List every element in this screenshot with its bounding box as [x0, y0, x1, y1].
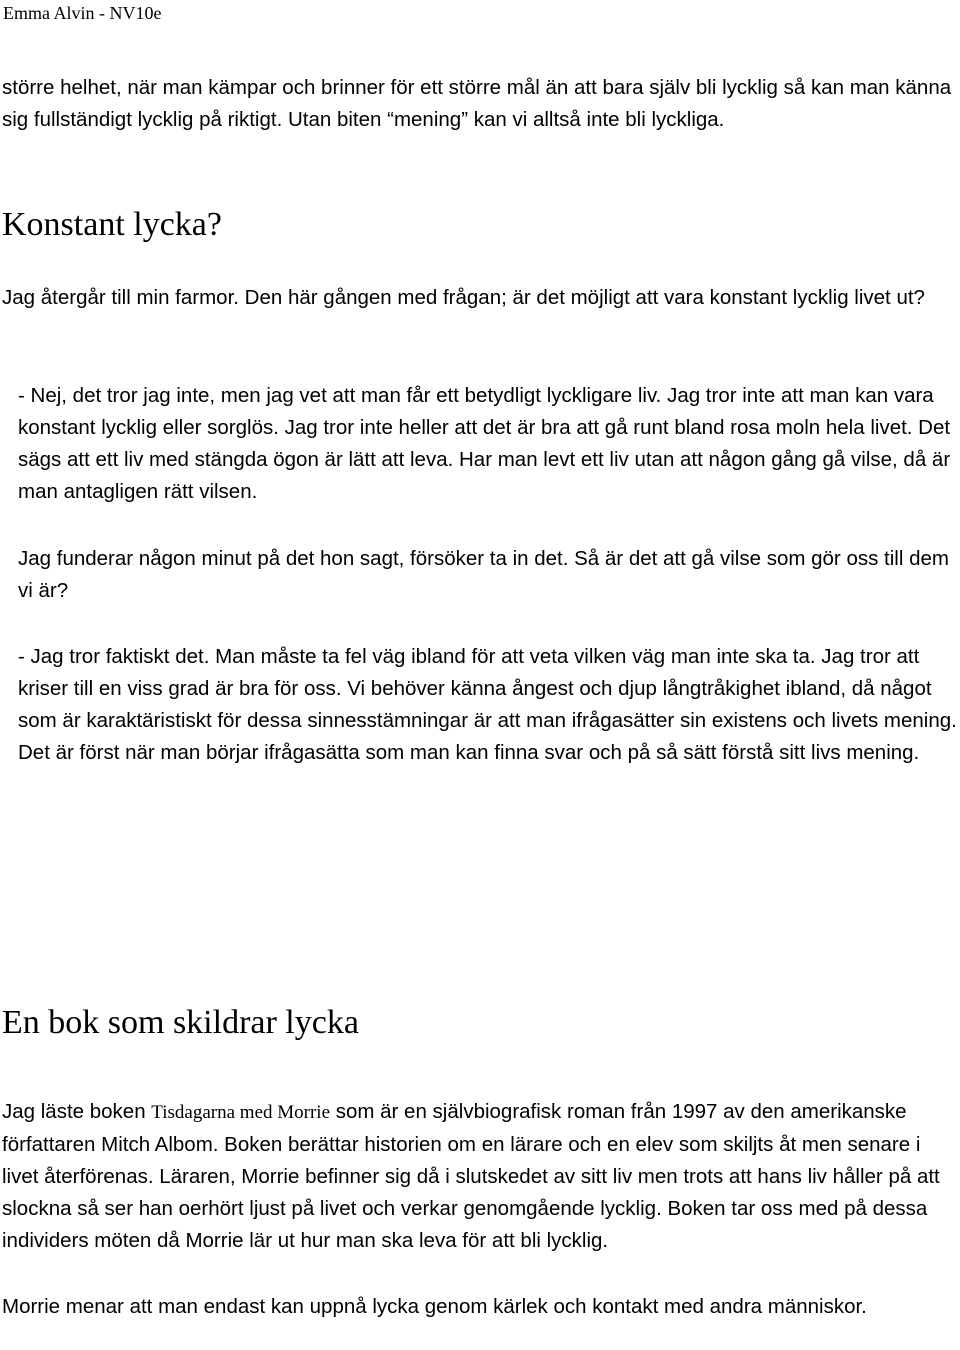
paragraph-faktiskt: - Jag tror faktiskt det. Man måste ta fel väg ibland för att veta vilken väg man inte ska ta. Jag tror att kriser till en viss grad är bra för oss. Vi behöver känna ångest och djup långtråkighet ibland, då något som är karaktäristiskt för dessa sinnesstämningar är att man ifrågasätter sin existens och livets mening. Det är först när man börjar ifrågasätta som man kan finna svar och på så sätt förstå sitt livs mening.: [18, 645, 957, 764]
heading-en-bok: En bok som skildrar lycka: [2, 1004, 359, 1041]
paragraph-intro: större helhet, när man kämpar och brinner för ett större mål än att bara själv bli lycklig så kan man känna sig fullständigt lycklig på riktigt. Utan biten “mening” kan vi alltså inte bli lyckliga.: [2, 76, 952, 131]
paragraph-farmor: Jag återgår till min farmor. Den här gången med frågan; är det möjligt att vara konstant lycklig livet ut?: [2, 286, 925, 309]
paragraph-funderar: Jag funderar någon minut på det hon sagt, försöker ta in det. Så är det att gå vilse som gör oss till dem vi är?: [18, 547, 949, 602]
heading-konstant-lycka: Konstant lycka?: [2, 206, 222, 243]
paragraph-morrie: Morrie menar att man endast kan uppnå lycka genom kärlek och kontakt med andra människor.: [2, 1295, 867, 1318]
paragraph-bok: [2, 1096, 958, 1257]
paragraph-nej: - Nej, det tror jag inte, men jag vet att man får ett betydligt lyckligare liv. Jag tror inte att man kan vara konstant lycklig eller sorglös. Jag tror inte heller att det är bra att gå runt bland rosa moln hela livet. Det sägs att ett liv med stängda ögon är lätt att leva. Har man levt ett liv utan att någon gång gå vilse, då är man antagligen rätt vilsen.: [18, 384, 951, 503]
page-header-author: Emma Alvin - NV10e: [3, 3, 162, 23]
paragraph-bok-before: Jag läste boken: [2, 1100, 152, 1123]
paragraph-bok-after: som är en självbiografisk roman från 1997 av den amerikanske författaren Mitch Albom. Boken berättar historien om en lärare och en elev som skiljts åt men senare i livet återförenas. Läraren, Morrie befinner sig då i slutskedet av sitt liv men trots att hans liv håller på att slockna så ser han oerhört ljust på livet och verkar genomgående lycklig. Boken tar oss med på dessa individers möten då Morrie lär ut hur man ska leva för att bli lycklig.: [2, 1100, 940, 1252]
book-title: Tisdagarna med Morrie: [151, 1102, 331, 1123]
